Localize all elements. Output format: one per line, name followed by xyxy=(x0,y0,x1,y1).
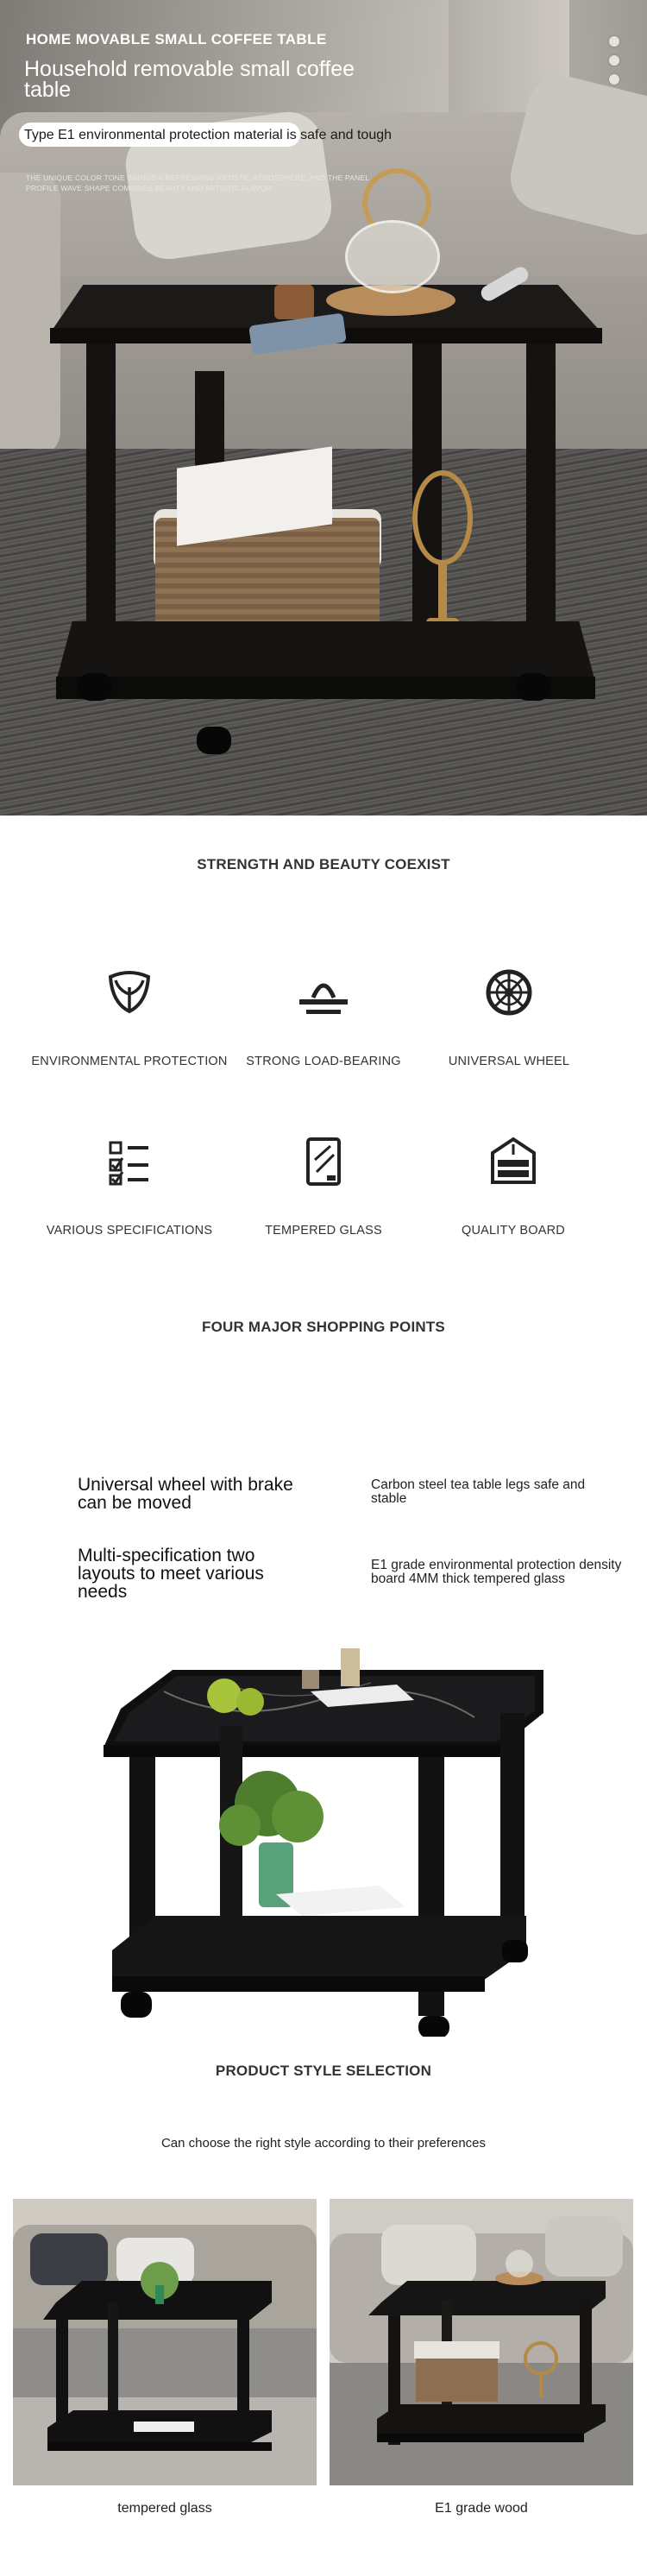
feature-label: ENVIRONMENTAL PROTECTION xyxy=(31,1055,228,1068)
features-heading: STRENGTH AND BEAUTY COEXIST xyxy=(197,856,450,872)
table-leg xyxy=(526,341,556,652)
caster-wheel xyxy=(516,673,550,701)
style-selection-heading: PRODUCT STYLE SELECTION xyxy=(215,2063,432,2079)
hero-banner xyxy=(0,0,647,816)
feature-tempered-glass xyxy=(220,1134,427,1238)
caster-wheel xyxy=(78,673,112,701)
decor-ring xyxy=(412,470,473,565)
hero-kicker: HOME MOVABLE SMALL COFFEE TABLE xyxy=(26,31,327,47)
feature-load-bearing xyxy=(220,965,427,1068)
style-selection-subtitle: Can choose the right style according to their preferences xyxy=(160,2136,487,2151)
hero-title: Household removable small coffee table xyxy=(24,57,355,102)
feature-environmental xyxy=(26,965,233,1068)
hero-sofa-arm xyxy=(0,173,60,457)
glass-panel-icon xyxy=(296,1134,351,1189)
feature-label: VARIOUS SPECIFICATIONS xyxy=(46,1224,213,1238)
feature-quality-board xyxy=(410,1134,617,1238)
glass-teapot xyxy=(345,220,440,293)
style-option-caption: E1 grade wood xyxy=(435,2501,528,2516)
selling-points-heading: FOUR MAJOR SHOPPING POINTS xyxy=(202,1319,445,1335)
carousel-dot[interactable] xyxy=(609,36,619,47)
carousel-dots xyxy=(609,36,621,93)
feature-label: QUALITY BOARD xyxy=(462,1224,565,1238)
style-option-tempered-glass[interactable] xyxy=(13,2199,317,2485)
feature-label: TEMPERED GLASS xyxy=(265,1224,382,1238)
e1-wood-photo xyxy=(330,2199,633,2485)
selling-point: Universal wheel with brake can be moved xyxy=(78,1475,293,1513)
decor-ring-stand xyxy=(438,561,447,621)
selling-point: Multi-specification two layouts to meet various needs xyxy=(78,1546,264,1602)
product-image-glass-table xyxy=(95,1631,561,2037)
selling-point: Carbon steel tea table legs safe and stable xyxy=(371,1477,586,1506)
table-lower-shelf-edge xyxy=(56,677,595,699)
table-leg xyxy=(86,341,116,652)
scale-icon xyxy=(296,965,351,1020)
checklist-icon xyxy=(102,1134,157,1189)
tea-cups xyxy=(274,285,314,319)
feature-specifications xyxy=(26,1134,233,1238)
hero-small-text: THE UNIQUE COLOR TONE BRINGS A REFRESHING ARTISTIC ATMOSPHERE, AND THE PANEL PROFILE WAVE SHAPE COMBINES BEAUTY AND ARTISTIC FLAVOR xyxy=(26,173,369,192)
feature-label: UNIVERSAL WHEEL xyxy=(448,1055,570,1068)
feature-label: STRONG LOAD-BEARING xyxy=(246,1055,401,1068)
caster-wheel xyxy=(197,727,231,754)
selling-point: E1 grade environmental protection density board 4MM thick tempered glass xyxy=(371,1558,622,1586)
leaf-icon xyxy=(102,965,157,1020)
carousel-dot[interactable] xyxy=(609,55,619,66)
feature-universal-wheel xyxy=(405,965,612,1068)
board-icon xyxy=(486,1134,541,1189)
table-lower-shelf xyxy=(56,621,595,682)
style-option-e1-wood[interactable] xyxy=(330,2199,633,2485)
wheel-icon xyxy=(481,965,537,1020)
style-option-caption: tempered glass xyxy=(117,2501,212,2516)
carousel-dot[interactable] xyxy=(609,74,619,85)
tempered-glass-photo xyxy=(13,2199,317,2485)
hero-pill-text: Type E1 environmental protection material is safe and tough xyxy=(24,128,393,142)
